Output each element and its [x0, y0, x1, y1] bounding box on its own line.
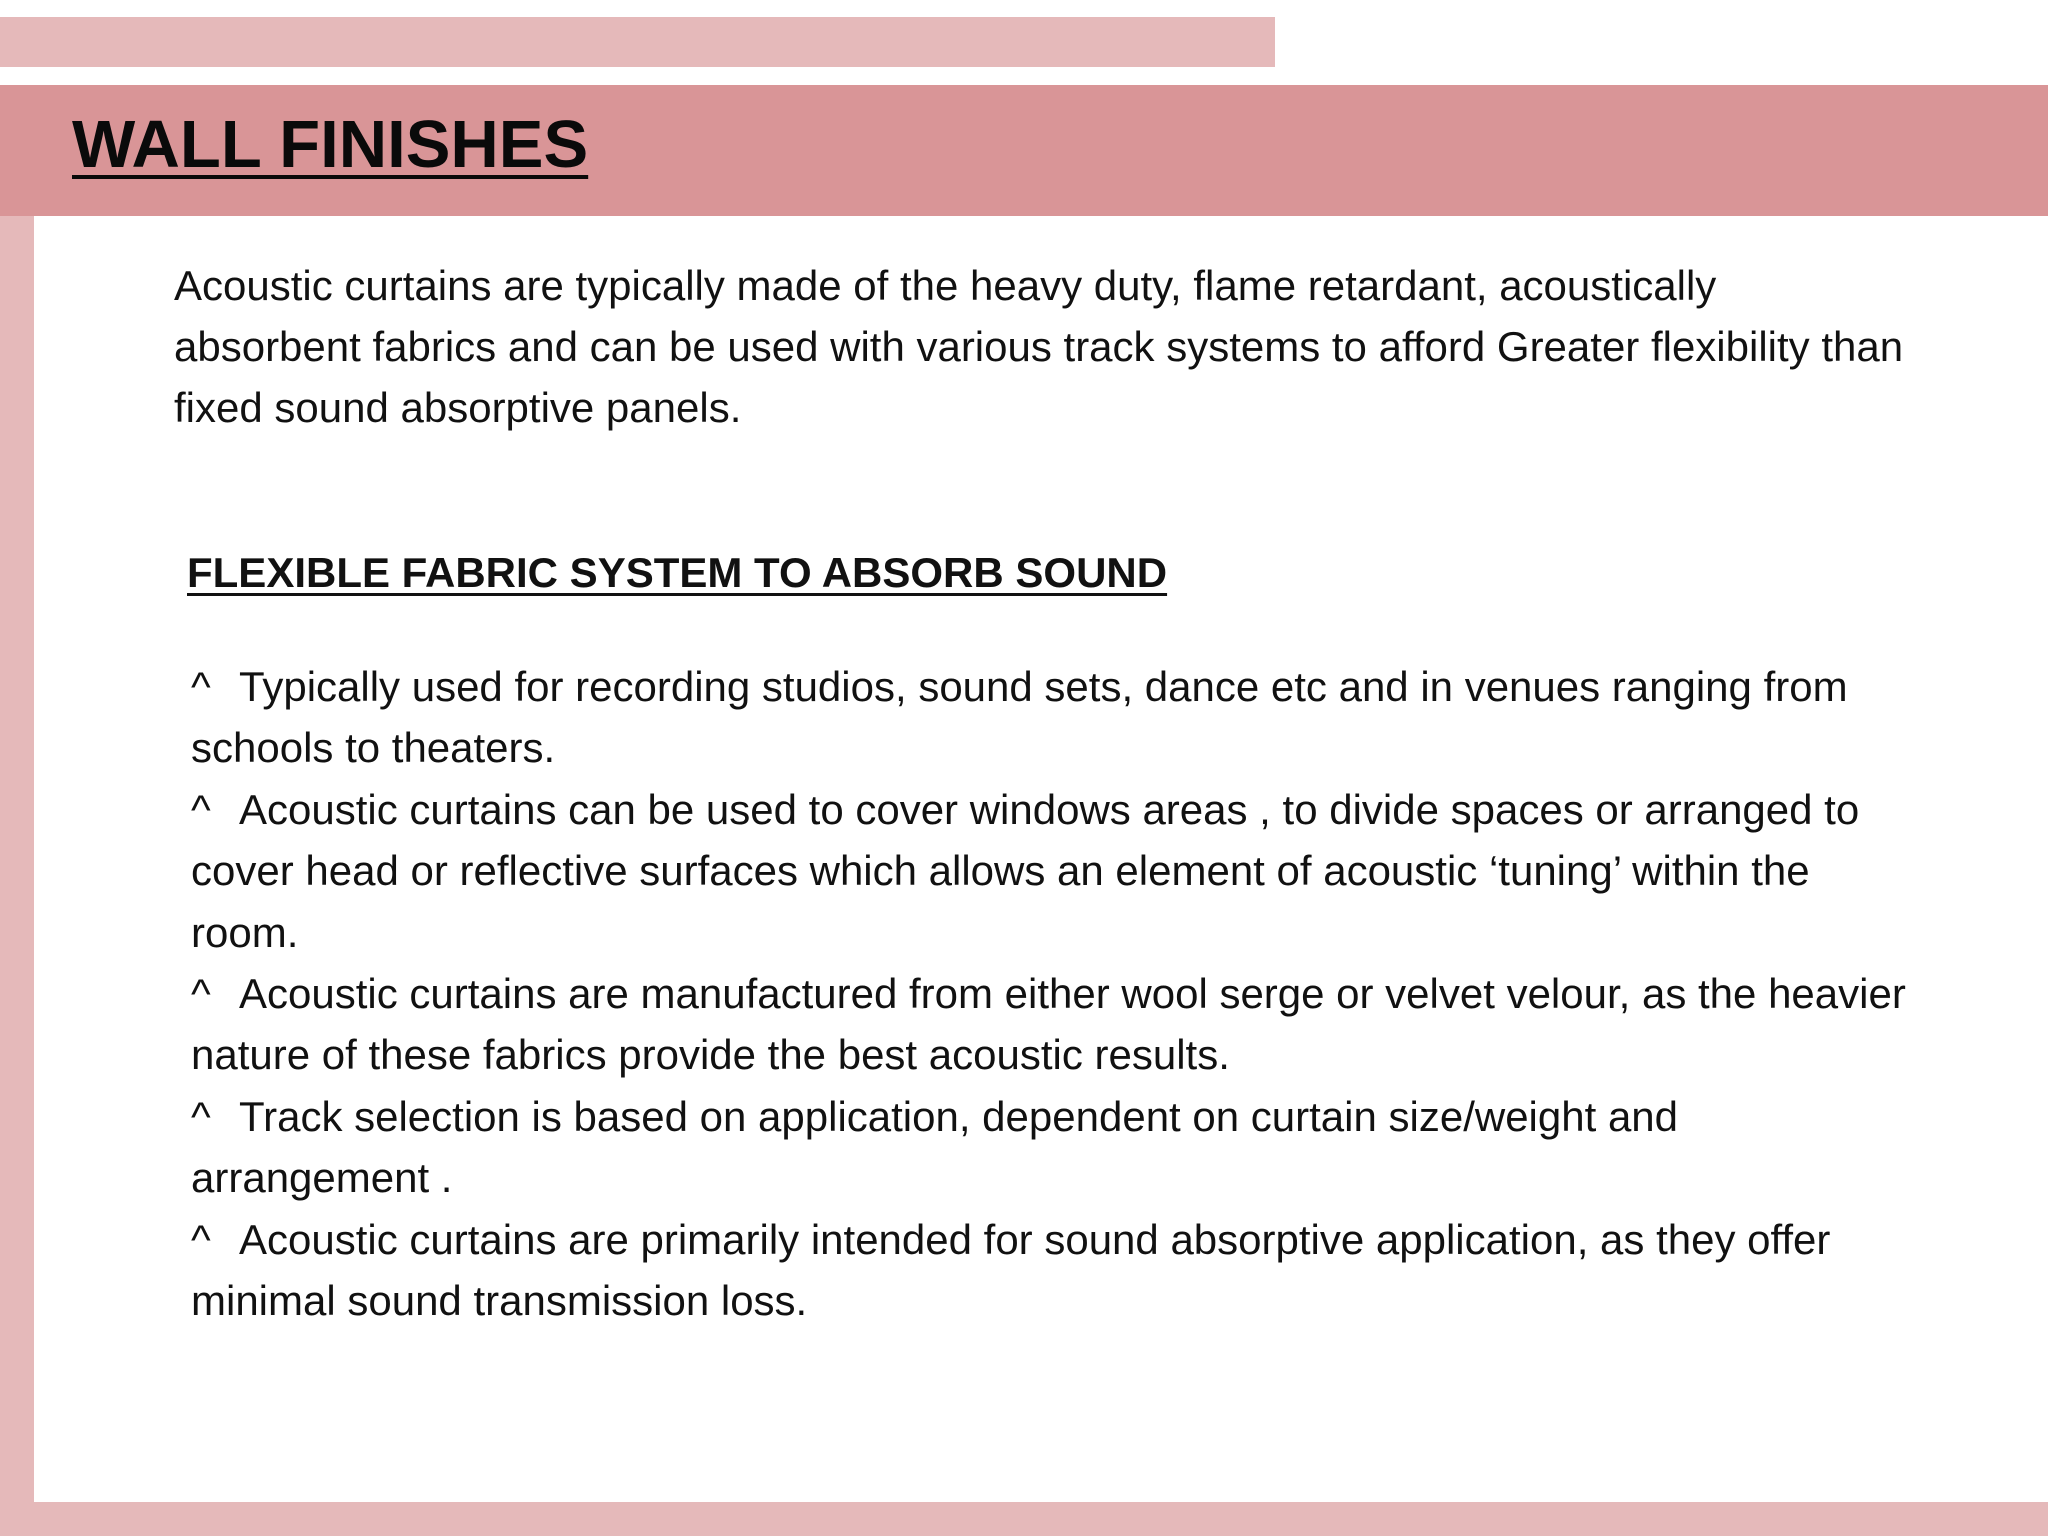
list-item [191, 779, 1911, 963]
list-item [191, 963, 1911, 1086]
list-item [191, 1209, 1911, 1332]
caret-bullet-icon: ^ [191, 663, 211, 710]
list-item [191, 1086, 1911, 1209]
caret-bullet-icon: ^ [191, 1215, 211, 1263]
list-item-text: Acoustic curtains are manufactured from either wool serge or velvet velour, as the heavier nature of these fabrics provide the best acoustic results. [191, 970, 1906, 1079]
caret-bullet-icon: ^ [191, 970, 211, 1018]
top-accent-strip [0, 17, 1275, 67]
list-item [191, 656, 1911, 779]
slide-title: WALL FINISHES [72, 107, 589, 182]
list-item-text: Typically used for recording studios, sound sets, dance etc and in venues ranging from schools to theaters. [191, 663, 1848, 772]
left-accent-bar [0, 85, 34, 1536]
bullet-list [191, 656, 1911, 1331]
caret-bullet-icon: ^ [191, 1092, 211, 1140]
list-item-text: Track selection is based on application, dependent on curtain size/weight and arrangement . [191, 1092, 1679, 1202]
list-item-text: Acoustic curtains are primarily intended for sound absorptive application, as they offer minimal sound transmission loss. [191, 1215, 1831, 1325]
list-item-text: Acoustic curtains can be used to cover windows areas , to divide spaces or arranged to cover head or reflective surfaces which allows an element of acoustic ‘tuning’ within the room. [191, 785, 1860, 956]
caret-bullet-icon: ^ [191, 785, 211, 833]
section-subheading: FLEXIBLE FABRIC SYSTEM TO ABSORB SOUND [187, 549, 1168, 596]
intro-paragraph: Acoustic curtains are typically made of the heavy duty, flame retardant, acoustically absorbent fabrics and can be used with various track systems to afford Greater flexibility than fixed sound absorptive panels. [174, 262, 1904, 431]
bottom-accent-bar [0, 1502, 2048, 1536]
